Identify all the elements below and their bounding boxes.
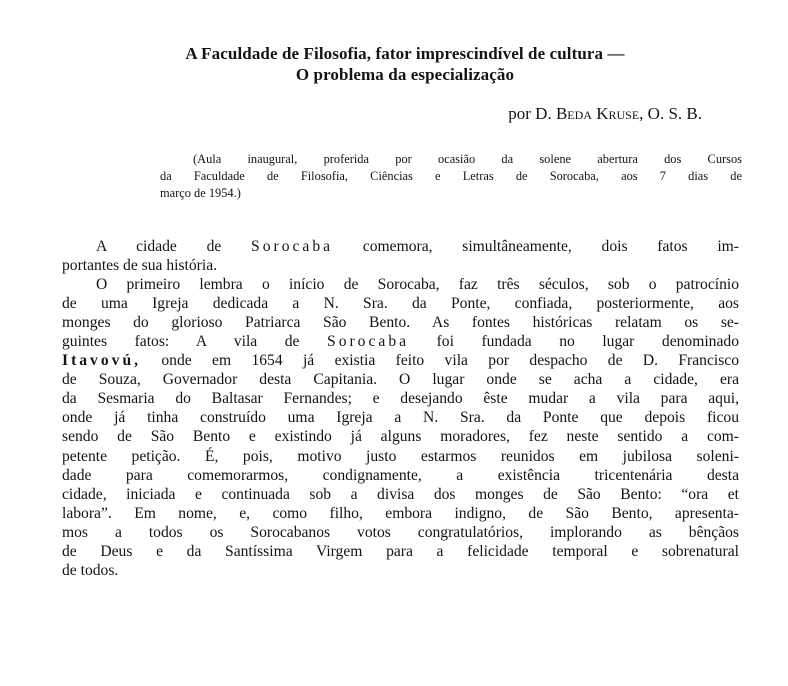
body-text-run: guintes fatos: A vila de bbox=[62, 333, 328, 351]
body-line: mos a todos os Sorocabanos votos congratulatórios, implorando as bênçãos bbox=[62, 523, 739, 541]
city-name-spaced: Sorocaba bbox=[327, 333, 410, 351]
author-prefix: por D. bbox=[508, 104, 552, 123]
body-line bbox=[62, 237, 739, 256]
author-byline bbox=[508, 104, 702, 124]
body-line: de uma Igreja dedicada a N. Sra. da Ponte, confiada, posteriormente, aos bbox=[62, 295, 739, 313]
body-line bbox=[62, 351, 739, 370]
body-line: cidade, iniciada e continuada sob a divisa dos monges de São Bento: “ora et bbox=[62, 485, 739, 503]
body-line: sendo de São Bento e existindo já alguns moradores, fez neste sentido a com- bbox=[62, 428, 739, 446]
place-name-spaced: Itavovú, bbox=[62, 352, 142, 370]
body-line: dade para comemorarmos, condignamente, a existência tricentenária desta bbox=[62, 466, 739, 484]
body-line: onde já tinha construído uma Igreja a N. Sra. da Ponte que depois ficou bbox=[62, 409, 739, 427]
body-line: de todos. bbox=[62, 561, 119, 579]
note-line: da Faculdade de Filosofia, Ciências e Letras de Sorocaba, aos 7 dias de bbox=[160, 169, 742, 183]
body-line: de Deus e da Santíssima Virgem para a felicidade temporal e sobrenatural bbox=[62, 542, 739, 560]
body-line: de Souza, Governador desta Capitania. O lugar onde se acha a cidade, era bbox=[62, 371, 739, 389]
author-order: O. S. B. bbox=[647, 104, 702, 123]
lecture-note bbox=[160, 151, 742, 202]
note-line: (Aula inaugural, proferida por ocasião da solene abertura dos Cursos bbox=[193, 152, 742, 166]
body-text-run: onde em 1654 já existia feito vila por despacho de D. Francisco bbox=[141, 352, 739, 370]
city-name-spaced: Sorocaba bbox=[251, 238, 334, 255]
body-text-run: comemora, simultâneamente, dois fatos im- bbox=[333, 238, 739, 255]
body-text-run: A cidade de bbox=[96, 238, 252, 255]
body-line: da Sesmaria do Baltasar Fernandes; e desejando êste mudar a vila para aqui, bbox=[62, 390, 739, 408]
body-line bbox=[62, 332, 739, 351]
body-line: petente petição. É, pois, motivo justo estarmos reunidos em jubilosa soleni- bbox=[62, 447, 739, 465]
article-title-line-2: O problema da especialização bbox=[295, 65, 515, 84]
article-body bbox=[62, 237, 739, 580]
article-title-line-1: A Faculdade de Filosofia, fator imprescindível de cultura — bbox=[185, 44, 625, 63]
body-text-run: foi fundada no lugar denominado bbox=[409, 333, 739, 351]
body-line: portantes de sua história. bbox=[62, 257, 218, 275]
author-name: Beda Kruse, bbox=[555, 104, 644, 123]
body-line: O primeiro lembra o início de Sorocaba, faz três séculos, sob o patrocínio bbox=[96, 276, 739, 294]
note-line: março de 1954.) bbox=[160, 186, 241, 200]
body-line: monges do glorioso Patriarca São Bento. As fontes históricas relatam os se- bbox=[62, 314, 739, 332]
body-line: labora”. Em nome, e, como filho, embora indigno, de São Bento, apresenta- bbox=[62, 504, 739, 522]
